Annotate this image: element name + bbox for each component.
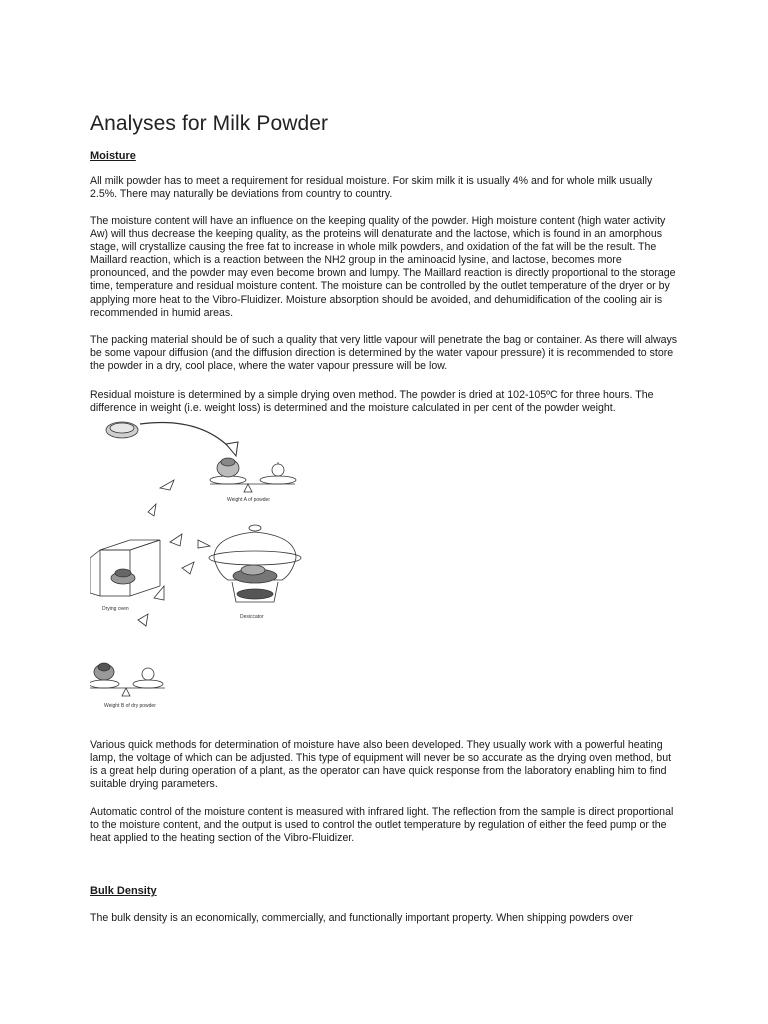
balance-weight-b-illustration [90, 663, 165, 696]
arrow-to-balance [140, 422, 232, 450]
paragraph: Various quick methods for determination of moisture have also been developed. They usually work with a powerful heating lamp, the voltage of which can be adjusted. This type of equipment will never be so accurate as the drying oven method, but is a great help during operation of a plant, as the operator can have quick response from the laboratory enabling him to find suitable drying parameters. [90, 739, 672, 791]
paragraph: Automatic control of the moisture content is measured with infrared light. The reflection from the sample is direct proportional to the moisture content, and the output is used to control the outlet temperature by regulation of either the feed pump or the heat applied to the heating section of the Vibro-Fluidizer. [90, 806, 674, 845]
paragraph: The bulk density is an economically, commercially, and functionally important property. When shipping powders over [90, 912, 633, 924]
flow-arrow [138, 614, 148, 626]
balance-weight-a-illustration [210, 458, 296, 492]
drying-process-diagram [90, 418, 320, 718]
powder-pile-illustration [106, 422, 138, 438]
paragraph: The packing material should be of such a quality that very little vapour will penetrate the bag or container. As there will always be some vapour diffusion (and the diffusion direction is determined by the water vapour pressure) it is recommended to store the powder in a dry, cool place, where the water vapour pressure will be low. [90, 334, 678, 373]
flow-arrow [160, 480, 174, 490]
paragraph: All milk powder has to meet a requirement for residual moisture. For skim milk it is usually 4% and for whole milk usually 2.5%. There may naturally be deviations from country to country. [90, 175, 653, 201]
flow-arrow [198, 540, 210, 548]
section-heading-bulk-density: Bulk Density [90, 885, 157, 897]
paragraph: The moisture content will have an influence on the keeping quality of the powder. High moisture content (high water activity Aw) will thus decrease the keeping quality, as the proteins will denaturate and the lactose, which is found in an amorphous stage, will crystallize causing the free fat to increase in whole milk powders, and oxidation of the fat will be the result. The Maillard reaction, which is a reaction between the NH2 group in the aminoacid lysine, and lactose, becomes more pronounced, and the powder may even become brown and lumpy. The Maillard reaction is directly proportional to the storage time, temperature and residual moisture content. The moisture can be controlled by the outlet temperature of the dryer or by applying more heat to the Vibro-Fluidizer. Moisture absorption should be avoided, and dehumidification of the cooling air is recommended in humid areas. [90, 215, 676, 319]
section-heading-moisture: Moisture [90, 150, 136, 162]
label-weight-a: Weight A of powder [227, 497, 270, 503]
page-title: Analyses for Milk Powder [90, 112, 329, 135]
flow-arrow [182, 562, 194, 574]
desiccator-illustration [209, 525, 301, 602]
moisture-method-figure [90, 418, 320, 718]
paragraph: Residual moisture is determined by a simple drying oven method. The powder is dried at 102-105ºC for three hours. The difference in weight (i.e. weight loss) is determined and the moisture calculated in per cent of the powder weight. [90, 389, 654, 415]
label-drying-oven: Drying oven [102, 606, 129, 612]
label-desiccator: Desiccator [240, 614, 264, 620]
flow-arrow [170, 534, 182, 546]
flow-arrow [154, 586, 164, 600]
flow-arrow [148, 504, 156, 516]
label-weight-b: Weight B of dry powder [104, 703, 156, 709]
drying-oven-illustration [90, 540, 160, 596]
